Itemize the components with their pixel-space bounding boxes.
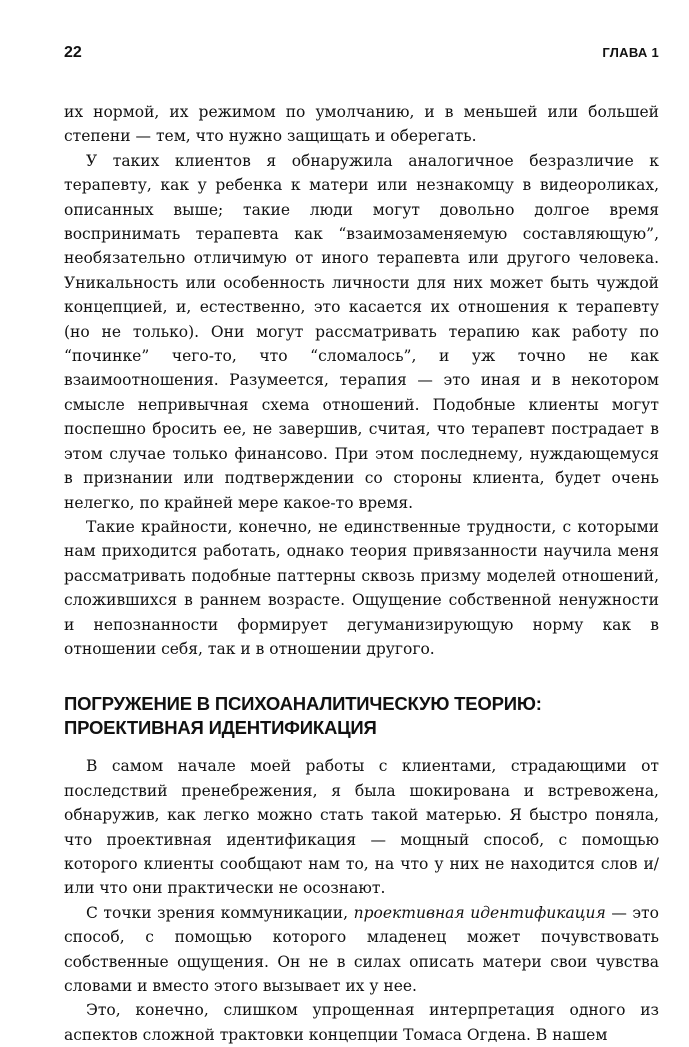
chapter-label: ГЛАВА 1 xyxy=(602,45,659,60)
page-number: 22 xyxy=(64,44,82,61)
paragraph: В самом начале моей работы с клиентами, страдающими от последствий пренебрежения, я была шокирована и встревожена, обнаружив, как легко можно стать такой матерью. Я быстро поняла, что проективная идентификация — мощный способ, с помощью которого клиенты сообщают нам то, на что у них не находится слов и/или что они практически не осознают. xyxy=(64,757,659,898)
paragraph-definition xyxy=(64,901,659,999)
section-heading xyxy=(64,692,659,740)
paragraph: Такие крайности, конечно, не единственные трудности, с которыми нам приходится работать, однако теория привязанности научила меня рассматривать подобные паттерны сквозь призму моделей отношений, сложившихся в раннем возрасте. Ощущение собственной ненужности и непознанности формирует дегуманизирующую норму как в отношении себя, так и в отношении другого. xyxy=(64,517,659,658)
book-page xyxy=(64,44,659,1047)
italic-term: проективная идентификация xyxy=(353,903,606,922)
paragraph: Это, конечно, слишком упрощенная интерпретация одного из аспектов сложной трактовки концепции Томаса Огдена. В нашем xyxy=(64,1001,659,1044)
running-header xyxy=(64,44,659,74)
paragraph-continued: их нормой, их режимом по умолчанию, и в меньшей или большей степени — тем, что нужно защищать и оберегать. xyxy=(64,103,659,146)
section-heading-line-1: ПОГРУЖЕНИЕ В ПСИХОАНАЛИТИЧЕСКУЮ ТЕОРИЮ: xyxy=(64,693,542,715)
section-heading-line-2: ПРОЕКТИВНАЯ ИДЕНТИФИКАЦИЯ xyxy=(64,717,377,739)
paragraph-text: — это способ, с помощью которого младенец может почувствовать собственные ощущения. Он не в силах описать матери свои чувства словами и вместо этого вызывает их у нее. xyxy=(64,903,659,995)
paragraph: У таких клиентов я обнаружила аналогичное безразличие к терапевту, как у ребенка к матери или незнакомцу в видеороликах, описанных выше; такие люди могут довольно долгое время воспринимать терапевта как “взаимозаменяемую составляющую”, необязательно отличимую от иного терапевта или другого человека. Уникальность или особенность личности для них может быть чуждой концепцией, и, естественно, это касается их отношения к терапевту (но не только). Они могут рассматривать терапию как работу по “починке” чего-то, что “сломалось”, и уж точно не как взаимоотношения. Разумеется, терапия — это иная и в некотором смысле непривычная схема отношений. Подобные клиенты могут поспешно бросить ее, не завершив, считая, что терапевт пострадает в этом случае только финансово. При этом последнему, нуждающемуся в признании или подтверждении со стороны клиента, будет очень нелегко, по крайней мере какое-то время. xyxy=(64,151,659,512)
paragraph-text: С точки зрения коммуникации, xyxy=(86,903,354,922)
